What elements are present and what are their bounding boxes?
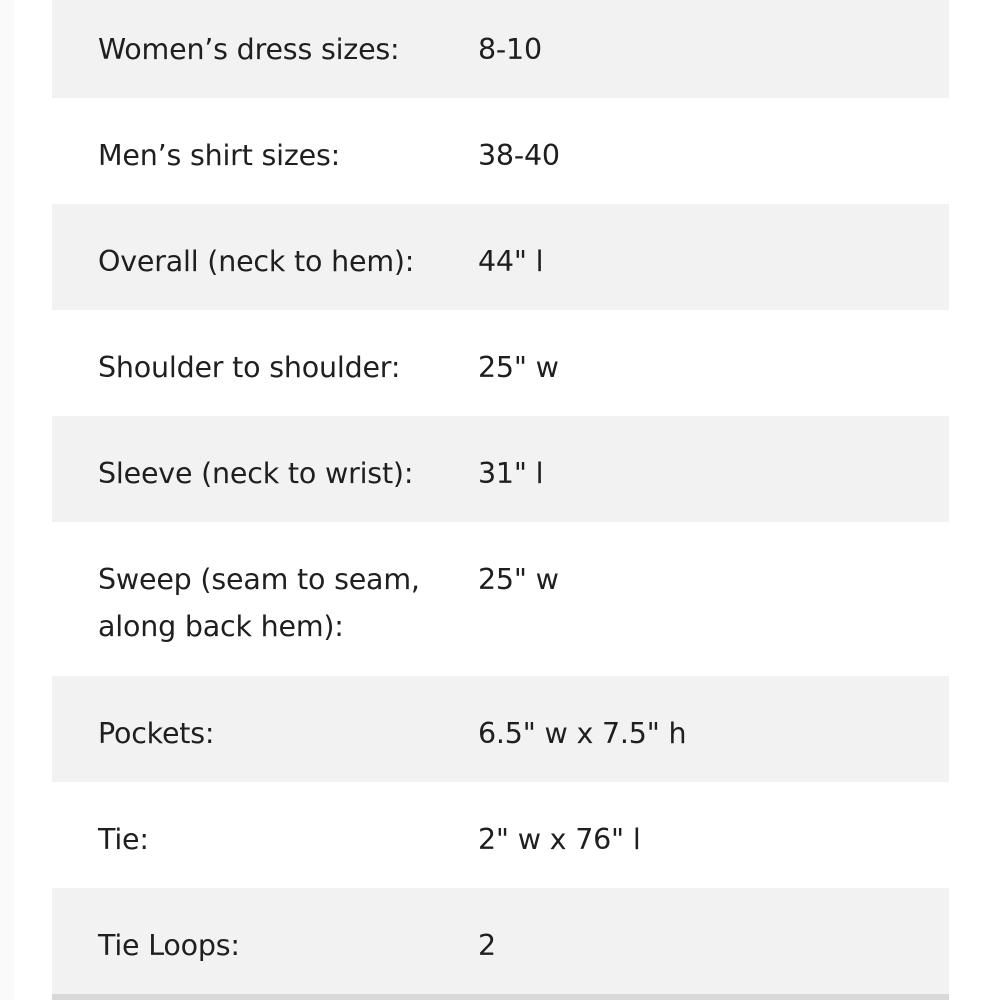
spec-value: 2" w x 76" l <box>478 823 641 856</box>
spec-label: Men’s shirt sizes: <box>98 139 341 172</box>
spec-label: Tie Loops: <box>98 929 240 962</box>
spec-row-womens-dress-sizes <box>52 0 949 98</box>
spec-value: 6.5" w x 7.5" h <box>478 717 687 750</box>
page-left-edge <box>0 0 14 1000</box>
spec-label: Tie: <box>98 823 149 856</box>
size-spec-table <box>52 0 949 1000</box>
spec-label: Women’s dress sizes: <box>98 33 400 66</box>
spec-label: Overall (neck to hem): <box>98 245 415 278</box>
spec-row-pockets <box>52 676 949 782</box>
spec-value: 31" l <box>478 457 544 490</box>
spec-row-tie <box>52 782 949 888</box>
spec-value: 25" w <box>478 351 559 384</box>
spec-row-mens-shirt-sizes <box>52 98 949 204</box>
table-bottom-divider <box>52 994 949 1000</box>
spec-label-line-1: Sweep (seam to seam, <box>98 563 420 596</box>
spec-value: 38-40 <box>478 139 560 172</box>
spec-label <box>52 556 478 650</box>
spec-value: 8-10 <box>478 33 542 66</box>
spec-row-overall <box>52 204 949 310</box>
spec-label: Shoulder to shoulder: <box>98 351 401 384</box>
spec-row-sweep <box>52 522 949 676</box>
spec-label: Pockets: <box>98 717 215 750</box>
spec-row-sleeve <box>52 416 949 522</box>
spec-row-tie-loops <box>52 888 949 1000</box>
spec-value: 2 <box>478 929 496 962</box>
spec-label: Sleeve (neck to wrist): <box>98 457 414 490</box>
spec-label-line-2: along back hem): <box>98 610 344 643</box>
spec-row-shoulder <box>52 310 949 416</box>
spec-value: 44" l <box>478 245 544 278</box>
spec-value: 25" w <box>478 563 559 596</box>
